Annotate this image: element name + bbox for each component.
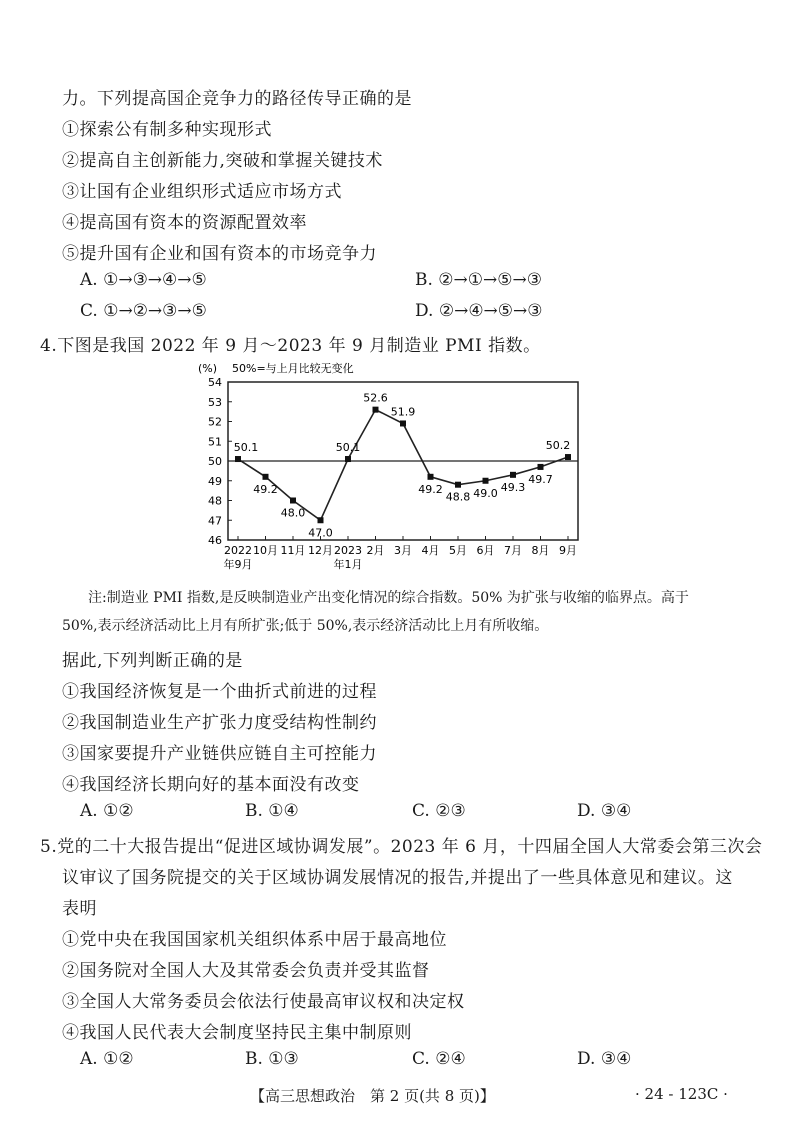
x-tick-label: 2022: [224, 544, 252, 557]
q3-lead: 力。下列提高国企竞争力的路径传导正确的是: [62, 89, 412, 109]
data-label: 52.6: [363, 391, 388, 405]
q4-option-a[interactable]: A. ①②: [80, 801, 134, 821]
x-tick-label-sub: 年9月: [223, 558, 253, 571]
q5-option-d[interactable]: D. ③④: [577, 1049, 632, 1069]
q3-option-b[interactable]: B. ②→①→⑤→③: [415, 270, 542, 290]
x-tick-label: 4月: [421, 544, 440, 557]
data-point: [290, 498, 296, 504]
data-label: 51.9: [390, 405, 416, 419]
q4-option-d[interactable]: D. ③④: [577, 801, 632, 821]
q4-note-line-2: 50%,表示经济活动比上月有所扩张;低于 50%,表示经济活动比上月有所收缩。: [62, 618, 549, 634]
q5-stem-line-3: 表明: [62, 899, 97, 919]
data-point: [538, 464, 544, 470]
q3-item-5: ⑤提升国有企业和国有资本的市场竞争力: [62, 244, 377, 264]
q4-ask: 据此,下列判断正确的是: [62, 651, 243, 671]
q5-option-b[interactable]: B. ①③: [245, 1049, 299, 1069]
x-tick-label: 9月: [559, 544, 577, 557]
data-label: 49.7: [528, 472, 553, 486]
x-tick-label: 12月: [308, 544, 333, 557]
x-tick-label: 8月: [531, 544, 550, 557]
pmi-chart: [180, 352, 600, 582]
data-label: 50.1: [335, 441, 361, 455]
x-tick-label: 3月: [394, 544, 412, 557]
q4-option-b[interactable]: B. ①④: [245, 801, 299, 821]
q5-item-3: ③全国人大常务委员会依法行使最高审议权和决定权: [62, 992, 465, 1012]
q4-item-2: ②我国制造业生产扩张力度受结构性制约: [62, 713, 377, 733]
chart-title: 50%=与上月比较无变化: [232, 362, 354, 375]
x-tick-label: 5月: [449, 544, 467, 557]
data-point: [373, 407, 379, 413]
x-tick-label: 11月: [280, 544, 306, 557]
data-point: [510, 472, 516, 478]
y-tick-label: 47: [208, 514, 222, 528]
y-tick-label: 48: [208, 494, 222, 508]
q5-item-2: ②国务院对全国人大及其常委会负责并受其监督: [62, 961, 430, 981]
y-tick-label: 52: [208, 415, 222, 429]
q4-item-3: ③国家要提升产业链供应链自主可控能力: [62, 744, 377, 764]
exam-code: · 24 - 123C ·: [635, 1085, 728, 1103]
q3-item-2: ②提高自主创新能力,突破和掌握关键技术: [62, 151, 383, 171]
q5-option-a[interactable]: A. ①②: [80, 1049, 134, 1069]
y-tick-label: 50: [208, 455, 222, 468]
data-label: 49.0: [473, 486, 498, 500]
y-tick-label: 54: [208, 376, 222, 389]
q3-option-a[interactable]: A. ①→③→④→⑤: [80, 270, 207, 290]
q3-item-1: ①探索公有制多种实现形式: [62, 120, 272, 140]
data-label: 48.8: [445, 490, 471, 504]
x-tick-label: 6月: [476, 544, 495, 557]
data-point: [345, 456, 351, 462]
q3-option-c[interactable]: C. ①→②→③→⑤: [80, 301, 207, 321]
q5-item-1: ①党中央在我国国家机关组织体系中居于最高地位: [62, 930, 447, 950]
data-point: [400, 420, 406, 426]
data-point: [455, 482, 461, 488]
q3-item-3: ③让国有企业组织形式适应市场方式: [62, 182, 342, 202]
data-point: [318, 517, 324, 523]
q3-item-4: ④提高国有资本的资源配置效率: [62, 213, 307, 233]
q4-item-1: ①我国经济恢复是一个曲折式前进的过程: [62, 682, 377, 702]
x-tick-label: 10月: [253, 544, 278, 557]
q4-item-4: ④我国经济长期向好的基本面没有改变: [62, 775, 360, 795]
x-tick-label: 2月: [366, 544, 385, 557]
data-label: 49.2: [253, 482, 278, 496]
y-tick-label: 49: [208, 474, 222, 488]
y-axis-label: (%): [198, 362, 218, 375]
data-point: [428, 474, 434, 480]
y-tick-label: 53: [208, 395, 222, 409]
y-tick-label: 51: [208, 435, 222, 449]
data-label: 47.0: [308, 526, 333, 540]
data-label: 50.2: [545, 439, 571, 453]
page-footer: 【高三思想政治 第 2 页(共 8 页)】: [250, 1087, 495, 1105]
q4-note-line-1: 注:制造业 PMI 指数,是反映制造业产出变化情况的综合指数。50% 为扩张与收缩的临界点。高于: [88, 590, 689, 606]
q3-option-d[interactable]: D. ②→④→⑤→③: [415, 301, 543, 321]
data-label: 49.2: [418, 482, 443, 496]
q4-option-c[interactable]: C. ②③: [412, 801, 466, 821]
data-point: [263, 474, 269, 480]
data-point: [565, 454, 571, 460]
q5-stem-line-2: 议审议了国务院提交的关于区域协调发展情况的报告,并提出了一些具体意见和建议。这: [62, 868, 733, 888]
q5-stem-line-1: 5.党的二十大报告提出“促进区域协调发展”。2023 年 6 月，十四届全国人大常委会第三次会: [40, 837, 763, 857]
data-label: 49.3: [500, 480, 526, 494]
data-label: 50.1: [233, 441, 259, 455]
data-point: [483, 478, 489, 484]
x-tick-label-sub: 年1月: [333, 558, 363, 571]
x-tick-label: 7月: [504, 544, 522, 557]
data-label: 48.0: [280, 506, 306, 520]
y-tick-label: 46: [208, 534, 222, 547]
q5-option-c[interactable]: C. ②④: [412, 1049, 466, 1069]
data-point: [235, 456, 241, 462]
x-tick-label: 2023: [334, 544, 362, 557]
q5-item-4: ④我国人民代表大会制度坚持民主集中制原则: [62, 1023, 412, 1043]
q4-stem: 4.下图是我国 2022 年 9 月～2023 年 9 月制造业 PMI 指数。: [40, 336, 541, 356]
